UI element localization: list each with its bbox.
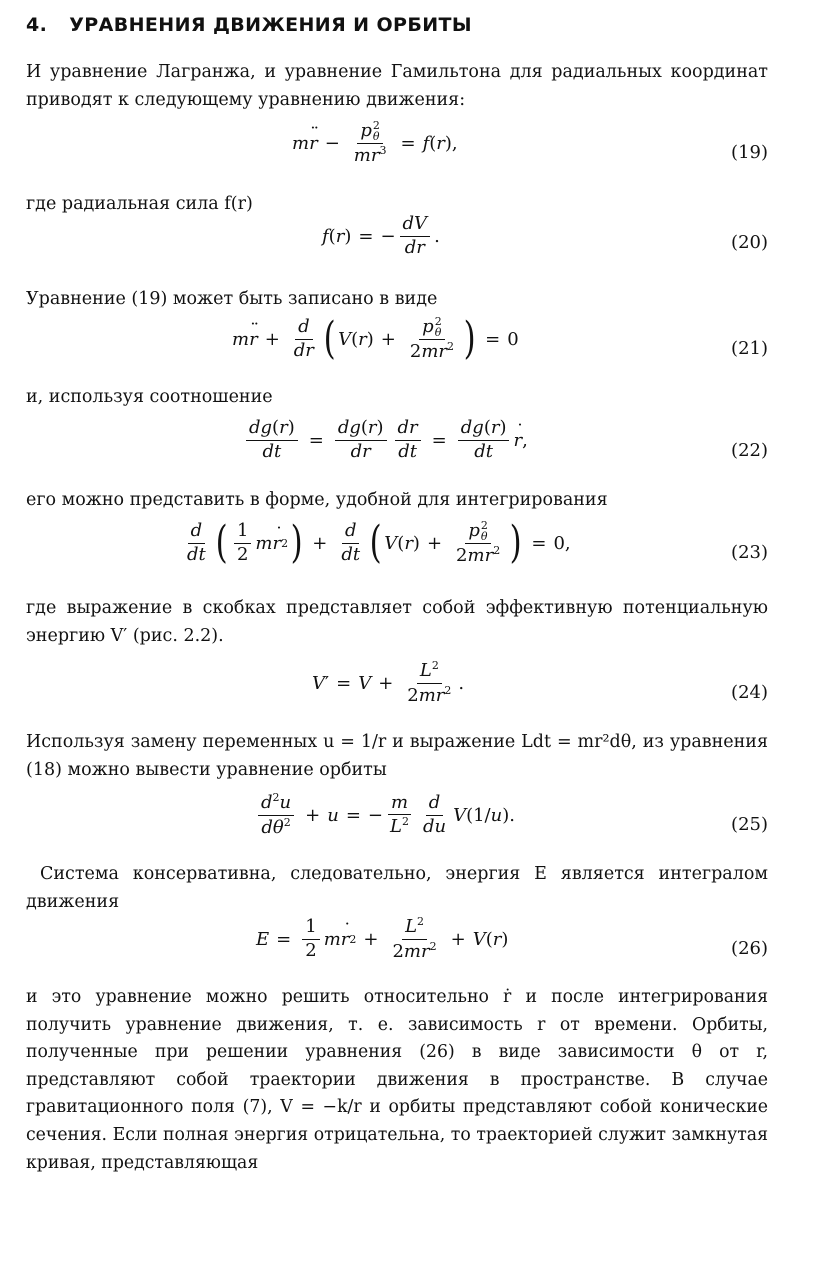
section-title: УРАВНЕНИЯ ДВИЖЕНИЯ И ОРБИТЫ	[69, 14, 472, 36]
paragraph-integration-form: его можно представить в форме, удобной для интегрирования	[26, 490, 608, 510]
equation-number: (21)	[731, 338, 768, 359]
equation-number: (20)	[731, 232, 768, 253]
equation-21-formula: m r ¨ + $\frac{d}{dr}$ ( V ( r ) + p 2 θ $2mr^2$ ) = 0	[232, 316, 519, 363]
equation-21	[0, 313, 816, 378]
equation-26	[0, 916, 816, 978]
paragraph-orbits: и это уравнение можно решить относительно ṙ и после интегрирования получить уравнение движения, т. е. зависимость r от времени. Орбиты, полученные при решении уравнения (26) в виде зависимости θ от r, представляют собой траектории движения в пространстве. В случае гравитационного поля (7), V = −k/r и орбиты представляют собой конические сечения. Если полная энергия отрицательна, то траекторией служит замкнутая кривая, представляющая	[26, 987, 768, 1173]
equation-23-formula: $\frac{d}{dt}$ ( $\frac{1}{2}$ m r ˙ 2 ) + $\frac{d}{dt}$ ( V ( r ) + p 2 θ $2mr^2$ ) = 0,	[180, 520, 571, 567]
equation-number: (24)	[731, 682, 768, 703]
section-number: 4.	[26, 14, 48, 36]
section-heading	[26, 14, 472, 36]
equation-25	[0, 792, 816, 854]
equation-number: (19)	[731, 142, 768, 163]
paragraph-energy: Система консервативна, следовательно, энергия E является интегралом движения	[26, 864, 768, 912]
equation-19-formula: m r ¨ − p 2 θ $mr^3$ = f ( r ),	[292, 120, 458, 167]
equation-24-formula: V ′ = V + $\frac{L^2}{2mr^2}$ .	[312, 659, 465, 706]
paragraph-relation: и, используя соотношение	[26, 387, 273, 407]
equation-23	[0, 517, 816, 584]
paragraph-radial-force: где радиальная сила f(r)	[26, 194, 253, 214]
paragraph-substitution: Используя замену переменных u = 1/r и выражение Ldt = mr²dθ, из уравнения (18) можно вывести уравнение орбиты	[26, 732, 768, 780]
equation-20-formula: f ( r ) = − $\frac{dV}{dr}$ .	[322, 213, 440, 258]
equation-24	[0, 660, 816, 720]
equation-22-formula: $\frac{dg(r)}{dt}$ = $\frac{dg(r)}{dr}$ $\frac{dr}{dt}$ = $\frac{dg(r)}{dt}$ r ˙ ,	[242, 418, 528, 462]
equation-number: (25)	[731, 814, 768, 835]
paragraph-intro: И уравнение Лагранжа, и уравнение Гамильтона для радиальных координат приводят к следующему уравнению движения:	[26, 62, 768, 110]
equation-number: (23)	[731, 542, 768, 563]
equation-25-formula: $\frac{d^2u}{d\theta^2}$ + u = − $\frac{m}{L^2}$ $\frac{d}{du}$ V (1/ u ).	[254, 792, 515, 838]
equation-19	[0, 118, 816, 182]
equation-20	[0, 214, 816, 270]
paragraph-rewrite: Уравнение (19) может быть записано в виде	[26, 289, 438, 309]
equation-22	[0, 418, 816, 480]
paragraph-effective-potential: где выражение в скобках представляет собой эффективную потенциальную энергию V′ (рис. 2.2).	[26, 598, 768, 646]
equation-number: (22)	[731, 440, 768, 461]
equation-number: (26)	[731, 938, 768, 959]
equation-26-formula: E = $\frac{1}{2}$ m r ˙ 2 + $\frac{L^2}{2mr^2}$ + V ( r )	[256, 916, 508, 962]
